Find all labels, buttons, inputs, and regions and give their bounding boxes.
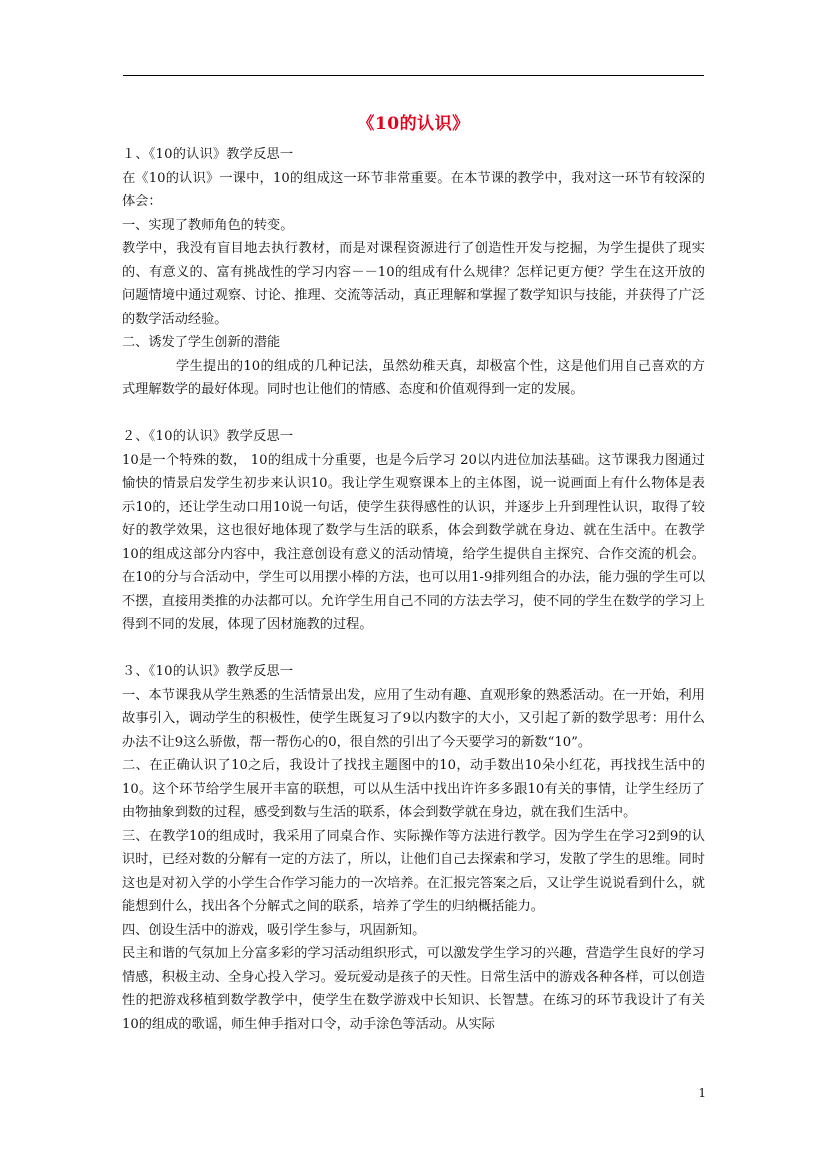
section-spacer <box>122 402 705 426</box>
section-3-paragraph: 民主和谐的气氛加上分富多彩的学习活动组织形式，可以激发学生学习的兴趣，营造学生良好的学习情感，积极主动、全身心投入学习。爱玩爱动是孩子的天性。日常生活中的游戏各种各样，可以创造性的把游戏移植到数学教学中，使学生在数学游戏中长知识、长智慧。在练习的环节我设计了有关10的组成的歌谣，师生伸手指对口令，动手涂色等活动。从实际 <box>122 946 705 1032</box>
section-3-paragraph: 二、在正确认识了10之后，我设计了找找主题图中的10，动手数出10朵小红花，再找找生活中的10。这个环节给学生展开丰富的联想，可以从生活中找出许许多多跟10有关的事情，让学生经历了由物抽象到数的过程，感受到数与生活的联系，体会到数学就在身边，就在我们生活中。 <box>122 758 705 820</box>
section-3-paragraph: 三、在教学10的组成时，我采用了同桌合作、实际操作等方法进行教学。因为学生在学习2到9的认识时，已经对数的分解有一定的方法了，所以，让他们自己去探索和学习，发散了学生的思维。同时这也是对初入学的小学生合作学习能力的一次培养。在汇报完答案之后，又让学生说说看到什么，就能想到什么，找出各个分解式之间的联系，培养了学生的归纳概括能力。 <box>122 828 705 914</box>
page-number: 1 <box>698 1086 706 1100</box>
document-body <box>122 143 705 1036</box>
section-3-paragraph: 一、本节课我从学生熟悉的生活情景出发，应用了生动有趣、直观形象的熟悉活动。在一开始，利用故事引入，调动学生的积极性，使学生既复习了9以内数字的大小，又引起了新的数学思考：用什么办法不让9这么骄傲，帮一帮伤心的0，很自然的引出了今天要学习的新数“10”。 <box>122 687 705 750</box>
section-2-heading: ２、《10的认识》教学反思一 <box>122 429 294 444</box>
section-1-point-heading: 一、实现了教师角色的转变。 <box>122 217 294 233</box>
section-1-paragraph: 在《10的认识》一课中，10的组成这一环节非常重要。在本节课的教学中，我对这一环节有较深的体会： <box>122 170 705 209</box>
section-1-point-heading: 二、诱发了学生创新的潜能 <box>122 335 281 350</box>
section-1-paragraph: 教学中，我没有盲目地去执行教材，而是对课程资源进行了创造性开发与挖掘，为学生提供了现实的、有意义的、富有挑战性的学习内容－－10的组成有什么规律？怎样记更方便？学生在这开放的问题情境中通过观察、讨论、推理、交流等活动，真正理解和掌握了数学知识与技能，并获得了广泛的数学活动经验。 <box>122 241 705 327</box>
section-3-point-heading: 四、创设生活中的游戏，吸引学生参与，巩固新知。 <box>122 922 426 938</box>
section-1-heading: １、《10的认识》教学反思一 <box>122 147 294 162</box>
section-3-heading: ３、《10的认识》教学反思一 <box>122 664 294 679</box>
section-2-paragraph: 10是一个特殊的数， 10的组成十分重要，也是今后学习 20以内进位加法基础。这节课我力图通过愉快的情景启发学生初步来认识10。我让学生观察课本上的主体图，说一说画面上有什么物体是表示10的，还让学生动口用10说一句话，使学生获得感性的认识，并逐步上升到理性认识，取得了较好的教学效果，这也很好地体现了数学与生活的联系，体会到数学就在身边、就在生活中。在教学10的组成这部分内容中，我注意创设有意义的活动情境，给学生提供自主探究、合作交流的机会。在10的分与合活动中，学生可以用摆小棒的方法，也可以用1-9排列组合的办法，能力强的学生可以不摆，直接用类推的办法都可以。允许学生用自己不同的方法去学习，使不同的学生在数学的学习上得到不同的发展，体现了因材施教的过程。 <box>122 452 705 632</box>
section-spacer <box>122 637 705 661</box>
header-rule <box>123 75 704 76</box>
document-title: 《10的认识》 <box>357 114 470 134</box>
section-1-paragraph: 学生提出的10的组成的几种记法，虽然幼稚天真，却极富个性，这是他们用自己喜欢的方式理解数学的最好体现。同时也让他们的情感、态度和价值观得到一定的发展。 <box>122 358 705 397</box>
